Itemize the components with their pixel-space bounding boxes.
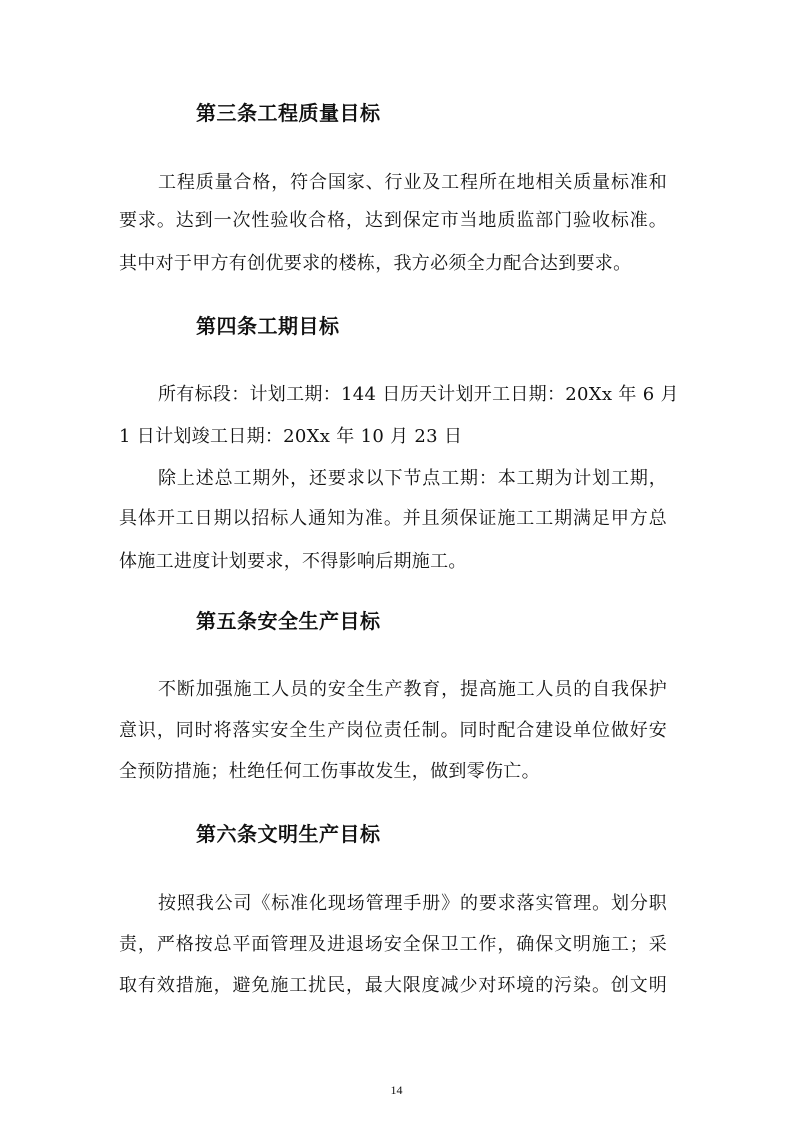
section-5-heading: 第五条安全生产目标 bbox=[196, 609, 381, 633]
section-3-line-2: 要求。达到一次性验收合格，达到保定市当地质监部门验收标准。 bbox=[119, 210, 667, 231]
section-5-line-3: 全预防措施；杜绝任何工伤事故发生，做到零伤亡。 bbox=[119, 761, 540, 782]
section-4-heading: 第四条工期目标 bbox=[196, 314, 340, 338]
section-4-line-2: 1 日计划竣工日期：20Xx 年 10 月 23 日 bbox=[119, 426, 463, 447]
section-3-line-1: 工程质量合格，符合国家、行业及工程所在地相关质量标准和 bbox=[158, 172, 667, 193]
page-number: 14 bbox=[390, 1083, 403, 1097]
section-4-line-4: 具体开工日期以招标人通知为准。并且须保证施工工期满足甲方总 bbox=[119, 508, 667, 529]
section-4-line-3: 除上述总工期外，还要求以下节点工期：本工期为计划工期， bbox=[158, 468, 667, 489]
section-3-heading: 第三条工程质量目标 bbox=[196, 101, 381, 125]
section-4-line-1: 所有标段：计划工期：144 日历天计划开工日期：20Xx 年 6 月 bbox=[158, 384, 679, 405]
section-6-line-2: 责，严格按总平面管理及进退场安全保卫工作，确保文明施工；采 bbox=[119, 934, 667, 955]
section-4-line-5: 体施工进度计划要求，不得影响后期施工。 bbox=[119, 551, 467, 572]
section-5-line-2: 意识，同时将落实安全生产岗位责任制。同时配合建设单位做好安 bbox=[119, 720, 667, 741]
section-5-line-1: 不断加强施工人员的安全生产教育，提高施工人员的自我保护 bbox=[158, 679, 667, 700]
section-6-line-1: 按照我公司《标准化现场管理手册》的要求落实管理。划分职 bbox=[158, 893, 667, 914]
section-6-heading: 第六条文明生产目标 bbox=[196, 822, 381, 846]
section-3-line-3: 其中对于甲方有创优要求的楼栋，我方必须全力配合达到要求。 bbox=[119, 253, 632, 274]
section-6-line-3: 取有效措施，避免施工扰民，最大限度减少对环境的污染。创文明 bbox=[119, 975, 667, 996]
